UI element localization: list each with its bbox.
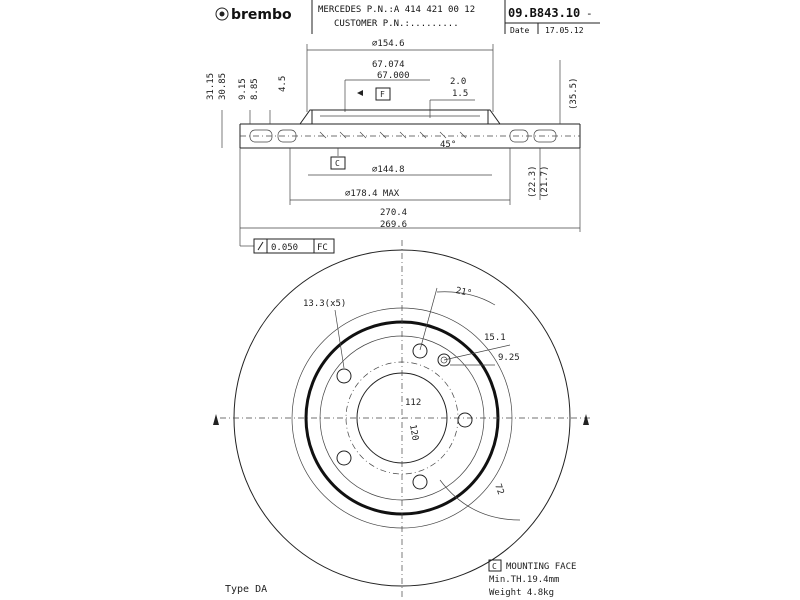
- brembo-part-number: 09.B843.10: [508, 6, 581, 20]
- dim-67-top: 67.074: [372, 60, 405, 70]
- min-thickness: Min.TH.19.4mm: [489, 575, 560, 585]
- title-block: [216, 0, 600, 35]
- notes: [225, 560, 576, 598]
- hat-walls: [312, 110, 488, 124]
- hat-outline: [300, 110, 500, 124]
- date-value: 17.05.12: [545, 26, 584, 35]
- dim-35-5: (35.5): [569, 77, 579, 110]
- dim-270-top: 270.4: [380, 208, 408, 218]
- bolt-hole: [458, 413, 472, 427]
- runout-ref: FC: [317, 243, 328, 253]
- dim-270-bottom: 269.6: [380, 220, 408, 230]
- dim-4-5: 4.5: [278, 75, 288, 92]
- angle-45: 45°: [440, 140, 457, 150]
- bolt-holes-label: 13.3(x5): [303, 299, 347, 309]
- datum-arrow-icon: [357, 90, 363, 96]
- weight: Weight 4.8kg: [489, 588, 555, 598]
- runout-value: 0.050: [271, 243, 299, 253]
- angle-21: 21°: [454, 286, 473, 300]
- leader: [335, 310, 344, 368]
- runout-arrow-icon: [258, 242, 263, 250]
- dim-178: ∅178.4 MAX: [345, 189, 400, 199]
- section-arrow-icon: [583, 414, 589, 425]
- dim-120: 120: [407, 423, 420, 442]
- bolt-hole: [413, 475, 427, 489]
- bolt-hole: [337, 451, 351, 465]
- bolt-hole: [337, 369, 351, 383]
- section-arrow-icon: [213, 414, 219, 425]
- dim-22-3: (22.3): [528, 165, 538, 198]
- dim-31-15: 31.15: [206, 72, 216, 100]
- datum-c: C: [335, 159, 340, 168]
- customer-part-number: CUSTOMER P.N.:.........: [334, 19, 459, 29]
- dim-154: ∅154.6: [372, 39, 405, 49]
- dim-72: 72: [492, 482, 506, 497]
- dim-2-0: 2.0: [450, 77, 467, 87]
- dim-112: 112: [405, 398, 422, 408]
- dim-1-5: 1.5: [452, 89, 469, 99]
- bolt-hole: [413, 344, 427, 358]
- dim-144: ∅144.8: [372, 165, 405, 175]
- dim-9-25: 9.25: [498, 353, 520, 363]
- revision: -: [586, 7, 593, 20]
- dim-15-1: 15.1: [484, 333, 506, 343]
- datum-f: F: [380, 90, 385, 99]
- mounting-face-label: C: [492, 562, 497, 571]
- brembo-logo-dot: [220, 12, 225, 17]
- dim-9-15: 9.15: [238, 78, 248, 100]
- dim-8-85: 8.85: [250, 78, 260, 100]
- dim-30-85: 30.85: [218, 72, 228, 100]
- section-view: [206, 39, 580, 253]
- date-label: Date: [510, 26, 530, 35]
- type-label: Type DA: [225, 584, 268, 595]
- dim-67-bottom: 67.000: [377, 71, 410, 81]
- vent-slots: [250, 130, 556, 142]
- mounting-face-text: MOUNTING FACE: [506, 562, 577, 572]
- front-view: [213, 240, 590, 600]
- mercedes-part-number: MERCEDES P.N.:A 414 421 00 12: [318, 5, 476, 15]
- dim-21-7: (21.7): [540, 165, 550, 198]
- brand-name: brembo: [231, 7, 292, 23]
